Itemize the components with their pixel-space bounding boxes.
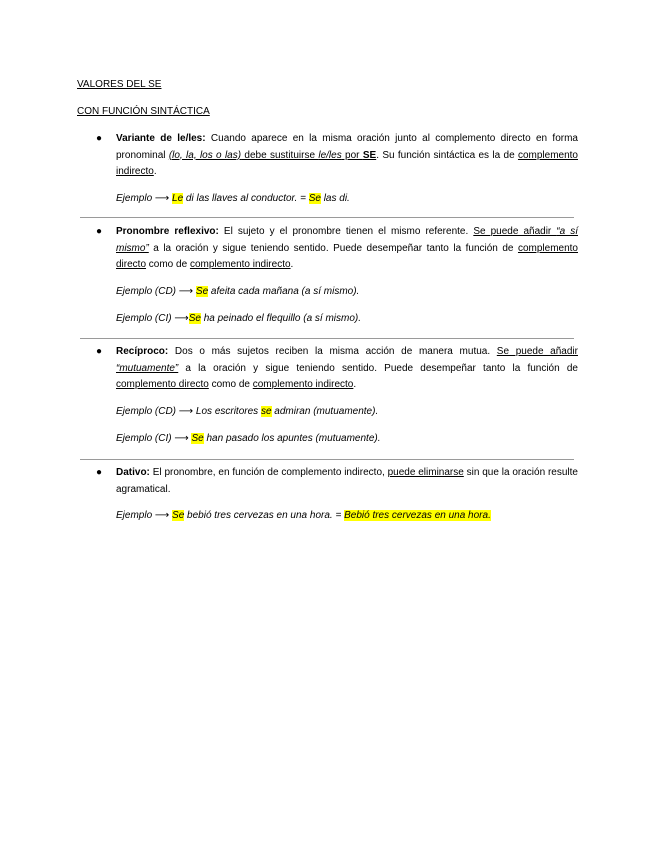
paragraph — [116, 344, 578, 394]
text: di las llaves al conductor. = — [183, 192, 309, 204]
underlined-text: debe sustituirse — [241, 149, 319, 161]
highlight: Se — [191, 432, 204, 444]
text: . — [153, 166, 157, 178]
text: a la oración y sigue teniendo sentido. Puede desempeñar tanto la función de — [178, 362, 578, 374]
section-subtitle: CON FUNCIÓN SINTÁCTICA — [77, 106, 210, 117]
underlined-text: “mutuamente” — [116, 362, 179, 374]
arrow-icon: ⟶ — [174, 312, 189, 324]
divider — [80, 217, 574, 218]
highlight: se — [260, 405, 272, 417]
text: Ejemplo (CD) — [116, 285, 179, 297]
underlined-text: complemento indirecto — [189, 259, 291, 271]
underlined-text: complemento directo — [116, 379, 209, 391]
term: Dativo: — [116, 467, 150, 478]
underlined-text: Se puede añadir — [496, 346, 578, 357]
highlight: Se — [172, 510, 185, 522]
text: Ejemplo (CI) — [116, 432, 175, 444]
highlight: Le — [172, 192, 184, 204]
text: como de — [146, 259, 190, 271]
underlined-text: complemento indirecto — [252, 379, 354, 391]
section-variante — [96, 131, 578, 206]
highlight: Se — [195, 285, 209, 297]
example — [116, 312, 578, 326]
underlined-text: (lo, la, los o las) — [168, 149, 242, 161]
text: Cuando aparece en la misma oración junto al complemento directo en forma pronominal — [116, 133, 578, 161]
example — [116, 285, 578, 299]
text: a la oración y sigue teniendo sentido. Puede desempeñar tanto la función de — [148, 242, 518, 254]
text: . — [290, 259, 294, 271]
highlight: Se — [308, 192, 321, 204]
text: Dos o más sujetos reciben la misma acción de manera mutua. — [168, 346, 497, 357]
text: Los escritores — [193, 405, 261, 417]
divider — [80, 459, 574, 460]
text: afeita cada mañana (a sí mismo). — [208, 285, 360, 297]
bullet-icon: ● — [96, 226, 103, 237]
section-reflexivo — [96, 224, 578, 326]
arrow-icon: ⟶ — [174, 432, 189, 444]
bullet-icon: ● — [96, 133, 103, 144]
paragraph — [116, 131, 578, 181]
arrow-icon: ⟶ — [178, 405, 194, 417]
text: . — [353, 379, 357, 391]
text: como de — [208, 379, 253, 391]
underlined-text: le/les — [318, 149, 342, 161]
underlined-text: por — [341, 149, 363, 161]
example — [116, 432, 578, 446]
text: ha peinado el flequillo (a sí mismo). — [200, 312, 362, 324]
section-reciproco — [96, 344, 578, 446]
example — [116, 192, 578, 206]
text: han pasado los apuntes (mutuamente). — [203, 432, 381, 444]
term: Variante de le/les: — [116, 133, 206, 144]
underlined-text: SE — [362, 149, 377, 161]
example — [116, 405, 578, 419]
text: El sujeto y el pronombre tienen el mismo referente. — [218, 226, 474, 237]
text: Ejemplo — [116, 192, 155, 204]
text: bebió tres cervezas en una hora. = — [184, 510, 345, 522]
highlight: Bebió tres cervezas en una hora. — [344, 510, 491, 522]
term: Pronombre reflexivo: — [116, 226, 219, 237]
paragraph — [116, 224, 578, 274]
text: . Su función sintáctica es la de — [376, 149, 518, 161]
highlight: Se — [188, 312, 201, 324]
term: Recíproco: — [116, 346, 169, 357]
text: admiran (mutuamente). — [271, 405, 379, 417]
underlined-text: Se puede añadir — [473, 226, 557, 237]
divider — [80, 338, 574, 339]
text: las di. — [320, 192, 350, 204]
text: Ejemplo — [116, 510, 155, 522]
example — [116, 509, 578, 523]
bullet-icon: ● — [96, 467, 103, 478]
text: sin que la oración resulte agramatical. — [116, 467, 578, 495]
bullet-icon: ● — [96, 346, 103, 357]
text: El pronombre, en función de complemento indirecto, — [149, 467, 388, 478]
arrow-icon: ⟶ — [154, 192, 170, 204]
paragraph — [116, 465, 578, 498]
underlined-text: “a sí mismo” — [116, 226, 579, 254]
arrow-icon: ⟶ — [178, 285, 194, 297]
text: Ejemplo (CI) — [116, 312, 175, 324]
arrow-icon: ⟶ — [154, 510, 170, 522]
section-dativo — [96, 465, 578, 523]
text: Ejemplo (CD) — [116, 405, 179, 417]
underlined-text: puede eliminarse — [387, 467, 464, 478]
underlined-text: complemento directo — [116, 242, 578, 271]
underlined-text: complemento indirecto — [116, 149, 578, 178]
document-title: VALORES DEL SE — [77, 79, 162, 90]
